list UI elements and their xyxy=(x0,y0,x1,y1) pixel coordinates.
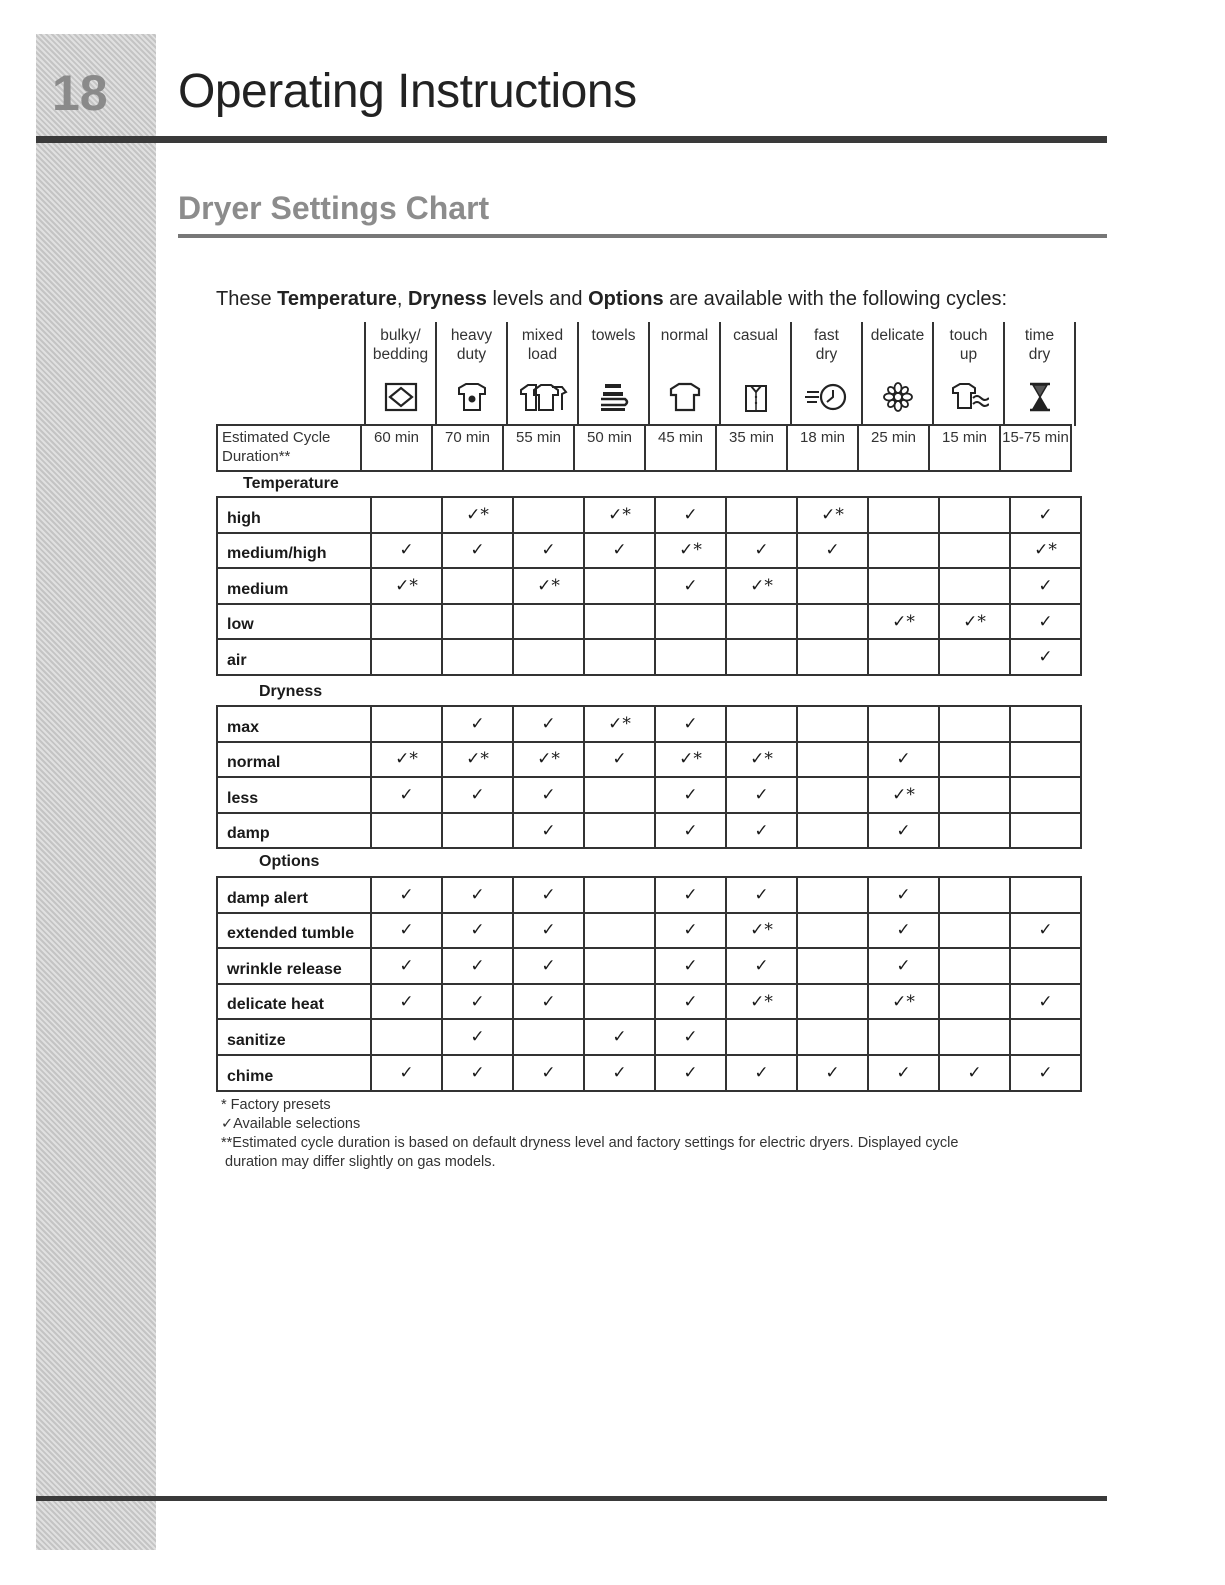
check-cell: ✓ xyxy=(655,497,726,533)
bottom-divider xyxy=(36,1496,1107,1501)
cycle-header-towels xyxy=(577,322,648,426)
duration-value: 25 min xyxy=(858,425,929,471)
cycle-name-line1: mixed xyxy=(521,327,564,344)
check-cell xyxy=(939,813,1010,849)
check-cell xyxy=(442,639,513,675)
group-label-dryness: Dryness xyxy=(259,683,323,700)
check-cell: ✓ xyxy=(726,533,797,569)
cycle-name-line2: load xyxy=(527,346,558,363)
check-cell xyxy=(797,777,868,813)
check-cell xyxy=(868,639,939,675)
check-cell xyxy=(584,984,655,1020)
check-cell: ✓ xyxy=(442,777,513,813)
check-cell xyxy=(1010,877,1081,913)
page-number: 18 xyxy=(52,65,108,121)
check-cell xyxy=(1010,706,1081,742)
check-cell: ✓ xyxy=(1010,568,1081,604)
check-cell: ✓* xyxy=(726,742,797,778)
check-cell: ✓* xyxy=(371,742,442,778)
check-cell: ✓ xyxy=(797,533,868,569)
cycle-name-line1: fast xyxy=(814,327,839,344)
row-label: medium xyxy=(217,568,371,604)
duration-value: 35 min xyxy=(716,425,787,471)
check-cell xyxy=(797,813,868,849)
table-row xyxy=(217,913,1081,949)
row-label: low xyxy=(217,604,371,640)
check-cell xyxy=(1010,777,1081,813)
check-cell: ✓ xyxy=(726,877,797,913)
group-label-options: Options xyxy=(259,853,320,870)
check-cell: ✓ xyxy=(726,1055,797,1091)
table-row xyxy=(217,1019,1081,1055)
touch-up-icon xyxy=(949,382,989,417)
check-cell: ✓ xyxy=(513,877,584,913)
check-cell: ✓ xyxy=(655,984,726,1020)
check-cell: ✓ xyxy=(1010,913,1081,949)
check-cell xyxy=(442,604,513,640)
check-cell xyxy=(868,497,939,533)
check-cell xyxy=(939,984,1010,1020)
check-cell xyxy=(939,877,1010,913)
check-cell xyxy=(797,742,868,778)
cycle-header-fast-dry xyxy=(790,322,861,426)
check-cell: ✓ xyxy=(513,948,584,984)
row-label: chime xyxy=(217,1055,371,1091)
check-cell: ✓* xyxy=(655,533,726,569)
check-cell xyxy=(1010,948,1081,984)
check-cell xyxy=(939,742,1010,778)
check-cell: ✓* xyxy=(726,568,797,604)
check-cell: ✓ xyxy=(513,706,584,742)
check-cell: ✓ xyxy=(1010,497,1081,533)
cycle-name-line1: bulky/ xyxy=(380,327,421,344)
check-cell xyxy=(797,913,868,949)
check-cell: ✓ xyxy=(655,1019,726,1055)
cycle-header-casual xyxy=(719,322,790,426)
footnote-available-selections: ✓Available selections xyxy=(221,1116,361,1132)
check-cell xyxy=(939,533,1010,569)
check-cell xyxy=(868,1019,939,1055)
check-cell: ✓ xyxy=(655,1055,726,1091)
normal-icon xyxy=(668,382,702,417)
check-cell xyxy=(371,639,442,675)
check-cell xyxy=(726,639,797,675)
check-cell xyxy=(797,568,868,604)
cycle-name-line2 xyxy=(650,345,719,364)
check-cell xyxy=(797,604,868,640)
check-cell: ✓ xyxy=(371,984,442,1020)
cycle-header-normal xyxy=(648,322,719,426)
check-cell: ✓ xyxy=(442,1019,513,1055)
check-cell xyxy=(584,568,655,604)
table-row xyxy=(217,706,1081,742)
check-cell: ✓ xyxy=(726,948,797,984)
check-cell xyxy=(939,497,1010,533)
table-row xyxy=(217,497,1081,533)
check-cell xyxy=(868,568,939,604)
check-cell: ✓ xyxy=(513,813,584,849)
table-row xyxy=(217,604,1081,640)
check-cell: ✓ xyxy=(513,1055,584,1091)
mixed-load-icon xyxy=(518,382,568,417)
check-cell: ✓* xyxy=(726,984,797,1020)
check-cell: ✓ xyxy=(584,533,655,569)
check-cell xyxy=(1010,813,1081,849)
section-title: Dryer Settings Chart xyxy=(178,190,490,226)
table-row xyxy=(217,877,1081,913)
check-cell xyxy=(797,984,868,1020)
check-cell xyxy=(584,948,655,984)
check-cell xyxy=(726,497,797,533)
table-row xyxy=(217,533,1081,569)
check-cell: ✓ xyxy=(655,948,726,984)
group-label-temperature: Temperature xyxy=(243,475,339,492)
check-cell: ✓* xyxy=(868,604,939,640)
table-row xyxy=(217,639,1081,675)
check-cell xyxy=(1010,742,1081,778)
cycle-header-heavy-duty xyxy=(435,322,506,426)
cycle-name-line2 xyxy=(863,345,932,364)
check-cell: ✓ xyxy=(868,742,939,778)
check-cell: ✓ xyxy=(442,1055,513,1091)
check-cell: ✓* xyxy=(513,568,584,604)
cycle-name-line1: delicate xyxy=(870,327,925,344)
check-cell xyxy=(1010,1019,1081,1055)
duration-value: 18 min xyxy=(787,425,858,471)
row-label: wrinkle release xyxy=(217,948,371,984)
check-cell: ✓* xyxy=(513,742,584,778)
check-cell: ✓* xyxy=(442,742,513,778)
check-cell xyxy=(939,568,1010,604)
duration-value: 70 min xyxy=(432,425,503,471)
check-cell: ✓* xyxy=(442,497,513,533)
check-cell: ✓ xyxy=(1010,604,1081,640)
check-cell xyxy=(939,777,1010,813)
check-cell: ✓ xyxy=(655,706,726,742)
duration-label: Estimated Cycle Duration** xyxy=(217,425,361,471)
time-dry-icon xyxy=(1025,382,1055,417)
check-cell: ✓* xyxy=(584,497,655,533)
check-cell xyxy=(797,706,868,742)
check-cell: ✓ xyxy=(1010,1055,1081,1091)
check-cell xyxy=(371,1019,442,1055)
cycle-name-line2 xyxy=(579,345,648,364)
check-cell: ✓ xyxy=(655,777,726,813)
check-cell xyxy=(513,639,584,675)
check-cell xyxy=(655,639,726,675)
check-cell xyxy=(939,913,1010,949)
check-cell: ✓ xyxy=(442,533,513,569)
row-label: less xyxy=(217,777,371,813)
check-cell: ✓ xyxy=(442,706,513,742)
check-cell xyxy=(584,604,655,640)
check-cell xyxy=(797,948,868,984)
check-cell: ✓* xyxy=(1010,533,1081,569)
check-cell: ✓ xyxy=(442,877,513,913)
check-cell: ✓* xyxy=(939,604,1010,640)
check-cell: ✓ xyxy=(655,913,726,949)
check-cell: ✓ xyxy=(513,777,584,813)
check-cell: ✓ xyxy=(1010,639,1081,675)
check-cell: ✓ xyxy=(371,1055,442,1091)
table-row xyxy=(217,777,1081,813)
cycle-name-line1: time xyxy=(1024,327,1055,344)
cycle-name-line2: bedding xyxy=(372,346,429,363)
check-cell: ✓ xyxy=(371,877,442,913)
cycle-header-mixed-load xyxy=(506,322,577,426)
row-label: delicate heat xyxy=(217,984,371,1020)
check-cell xyxy=(371,813,442,849)
intro-text: These Temperature, Dryness levels and Options are available with the following cycles: xyxy=(216,288,1008,310)
cycle-name-line1: heavy xyxy=(450,327,493,344)
check-cell: ✓ xyxy=(726,813,797,849)
duration-value: 55 min xyxy=(503,425,574,471)
cycle-name-line1: normal xyxy=(660,327,709,344)
row-label: high xyxy=(217,497,371,533)
check-cell: ✓* xyxy=(584,706,655,742)
check-cell xyxy=(868,533,939,569)
settings-table-temperature xyxy=(216,496,1082,676)
check-cell: ✓* xyxy=(655,742,726,778)
cycle-name-line1: casual xyxy=(733,327,778,344)
check-cell: ✓ xyxy=(655,568,726,604)
table-row xyxy=(217,984,1081,1020)
footnote-duration-note-cont: duration may differ slightly on gas models. xyxy=(225,1154,496,1170)
cycle-name-line2: dry xyxy=(1028,346,1051,363)
check-cell: ✓ xyxy=(442,948,513,984)
check-cell: ✓ xyxy=(868,913,939,949)
check-cell: ✓ xyxy=(655,877,726,913)
check-cell: ✓ xyxy=(584,1019,655,1055)
check-cell xyxy=(584,813,655,849)
check-cell: ✓* xyxy=(726,913,797,949)
heavy-duty-icon xyxy=(455,382,489,417)
check-cell xyxy=(797,877,868,913)
footnotes xyxy=(221,1096,958,1172)
check-cell xyxy=(584,913,655,949)
settings-table-options xyxy=(216,876,1082,1092)
check-cell xyxy=(513,497,584,533)
check-cell: ✓ xyxy=(371,948,442,984)
table-row xyxy=(217,1055,1081,1091)
check-cell: ✓ xyxy=(584,1055,655,1091)
cycle-name-line2: dry xyxy=(815,346,838,363)
row-label: max xyxy=(217,706,371,742)
check-cell xyxy=(371,497,442,533)
table-row xyxy=(217,948,1081,984)
fast-dry-icon xyxy=(805,382,849,417)
check-cell: ✓* xyxy=(868,984,939,1020)
check-cell: ✓* xyxy=(371,568,442,604)
row-label: air xyxy=(217,639,371,675)
check-cell: ✓ xyxy=(868,877,939,913)
check-cell xyxy=(939,706,1010,742)
check-cell: ✓ xyxy=(371,533,442,569)
table-row xyxy=(217,742,1081,778)
check-cell: ✓* xyxy=(797,497,868,533)
check-cell xyxy=(726,1019,797,1055)
duration-value: 45 min xyxy=(645,425,716,471)
casual-icon xyxy=(739,382,773,417)
check-cell xyxy=(442,813,513,849)
check-cell: ✓ xyxy=(513,533,584,569)
check-cell xyxy=(939,1019,1010,1055)
check-cell xyxy=(442,568,513,604)
row-label: normal xyxy=(217,742,371,778)
check-cell: ✓ xyxy=(1010,984,1081,1020)
duration-value: 15 min xyxy=(929,425,1000,471)
check-cell xyxy=(584,877,655,913)
check-cell xyxy=(655,604,726,640)
check-cell xyxy=(868,706,939,742)
row-label: medium/high xyxy=(217,533,371,569)
check-cell xyxy=(939,639,1010,675)
duration-value: 60 min xyxy=(361,425,432,471)
cycle-name-line2: duty xyxy=(456,346,487,363)
bulky-bedding-icon xyxy=(384,382,418,417)
check-cell xyxy=(797,639,868,675)
cycle-name-line1: towels xyxy=(591,327,636,344)
cycle-header-touch-up xyxy=(932,322,1003,426)
row-label: extended tumble xyxy=(217,913,371,949)
check-cell: ✓ xyxy=(797,1055,868,1091)
check-cell: ✓ xyxy=(371,777,442,813)
check-cell: ✓* xyxy=(868,777,939,813)
duration-row xyxy=(217,425,1071,471)
check-cell: ✓ xyxy=(726,777,797,813)
title-divider xyxy=(36,136,1107,143)
duration-value: 15-75 min xyxy=(1000,425,1071,471)
cycle-name-line2 xyxy=(721,345,790,364)
check-cell xyxy=(584,639,655,675)
cycle-header-bulky-bedding xyxy=(364,322,435,426)
page-title: Operating Instructions xyxy=(178,65,637,118)
row-label: damp alert xyxy=(217,877,371,913)
delicate-icon xyxy=(881,382,915,417)
check-cell: ✓ xyxy=(939,1055,1010,1091)
check-cell xyxy=(371,706,442,742)
check-cell xyxy=(797,1019,868,1055)
check-cell xyxy=(513,1019,584,1055)
check-cell: ✓ xyxy=(655,813,726,849)
check-cell xyxy=(726,604,797,640)
check-cell: ✓ xyxy=(442,984,513,1020)
check-cell xyxy=(939,948,1010,984)
row-label: sanitize xyxy=(217,1019,371,1055)
check-cell: ✓ xyxy=(868,1055,939,1091)
check-cell xyxy=(513,604,584,640)
row-label: damp xyxy=(217,813,371,849)
settings-table-dryness xyxy=(216,705,1082,849)
page-sidebar xyxy=(36,34,156,1550)
cycle-name-line2: up xyxy=(959,346,978,363)
cycle-name-line1: touch xyxy=(949,327,988,344)
footnote-duration-note: **Estimated cycle duration is based on default dryness level and factory settings for electric dryers. Displayed cycle xyxy=(221,1135,959,1151)
table-row xyxy=(217,813,1081,849)
check-cell: ✓ xyxy=(513,913,584,949)
check-cell xyxy=(726,706,797,742)
section-divider xyxy=(178,234,1107,238)
table-row xyxy=(217,568,1081,604)
check-cell xyxy=(584,777,655,813)
check-cell: ✓ xyxy=(868,948,939,984)
check-cell: ✓ xyxy=(442,913,513,949)
footnote-factory-presets: * Factory presets xyxy=(221,1097,331,1113)
duration-value: 50 min xyxy=(574,425,645,471)
check-cell: ✓ xyxy=(513,984,584,1020)
check-cell: ✓ xyxy=(584,742,655,778)
towels-icon xyxy=(597,382,631,417)
check-cell: ✓ xyxy=(371,913,442,949)
check-cell xyxy=(371,604,442,640)
cycle-header-delicate xyxy=(861,322,932,426)
check-cell: ✓ xyxy=(868,813,939,849)
cycle-header-time-dry xyxy=(1003,322,1076,426)
